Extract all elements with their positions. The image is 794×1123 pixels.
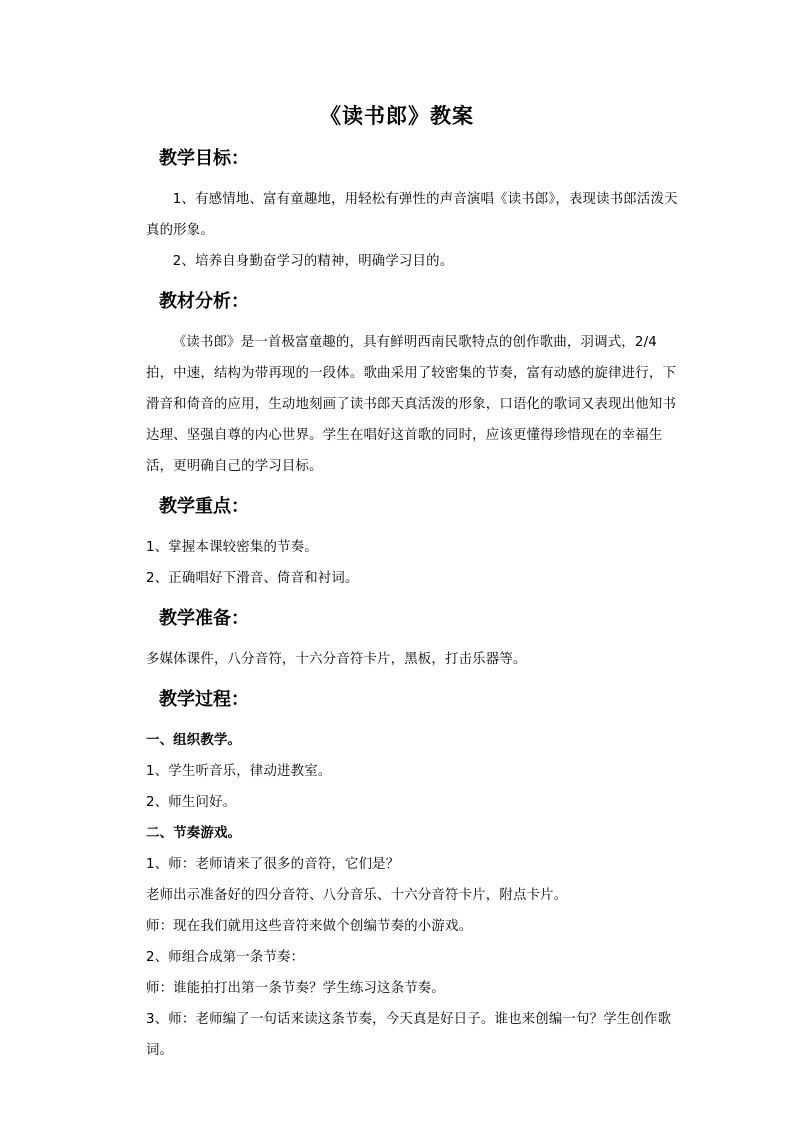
document-body <box>146 144 678 1066</box>
process-part1-item-1: 1、学生听音乐，律动进教室。 <box>146 764 332 779</box>
section-heading-analysis: 教材分析： <box>159 291 249 312</box>
section-heading-process: 教学过程： <box>159 689 249 710</box>
process-part2-item-1: 1、师：老师请来了很多的音符，它们是？ <box>146 857 400 872</box>
key-point-item-2: 2、正确唱好下滑音、倚音和衬词。 <box>146 571 359 586</box>
analysis-paragraph: 《读书郎》是一首极富童趣的，具有鲜明西南民歌特点的创作歌曲，羽调式，2/4拍，中速，结构为带再现的一段体。歌曲采用了较密集的节奏，富有动感的旋律进行，下滑音和倚音的应用，生动地刻画了读书郎天真活泼的形象，口语化的歌词又表现出他知书达理、坚强自尊的内心世界。学生在唱好这首歌的同时，应该更懂得珍惜现在的幸福生活，更明确自己的学习目标。 <box>146 335 677 474</box>
process-part2-item-6: 3、师：老师编了一句话来读这条节奏，今天真是好日子。谁也来创编一句？学生创作歌词。 <box>146 1012 672 1058</box>
section-heading-preparation: 教学准备： <box>159 608 249 629</box>
page-title: 《读书郎》教案 <box>320 104 474 128</box>
process-part2-item-5: 师：谁能拍打出第一条节奏？学生练习这条节奏。 <box>146 981 445 996</box>
process-part1-title: 一、组织教学。 <box>146 733 242 748</box>
key-point-item-1: 1、掌握本课较密集的节奏。 <box>146 540 318 555</box>
process-part2-item-2: 老师出示准备好的四分音符、八分音乐、十六分音符卡片，附点卡片。 <box>146 888 568 903</box>
process-part1-item-2: 2、师生问好。 <box>146 795 237 810</box>
process-part2-title: 二、节奏游戏。 <box>146 826 242 841</box>
process-part2-item-3: 师：现在我们就用这些音符来做个创编节奏的小游戏。 <box>146 919 473 934</box>
section-heading-goals: 教学目标： <box>159 148 249 169</box>
goal-item-2: 2、培养自身勤奋学习的精神，明确学习目的。 <box>172 254 454 269</box>
process-part2-item-4: 2、师组合成第一条节奏： <box>146 950 305 965</box>
goal-item-1: 1、有感情地、富有童趣地，用轻松有弹性的声音演唱《读书郎》，表现读书郎活泼天真的形象。 <box>146 192 678 238</box>
section-heading-key-points: 教学重点： <box>159 496 249 517</box>
preparation-paragraph: 多媒体课件，八分音符，十六分音符卡片，黑板，打击乐器等。 <box>146 652 527 667</box>
